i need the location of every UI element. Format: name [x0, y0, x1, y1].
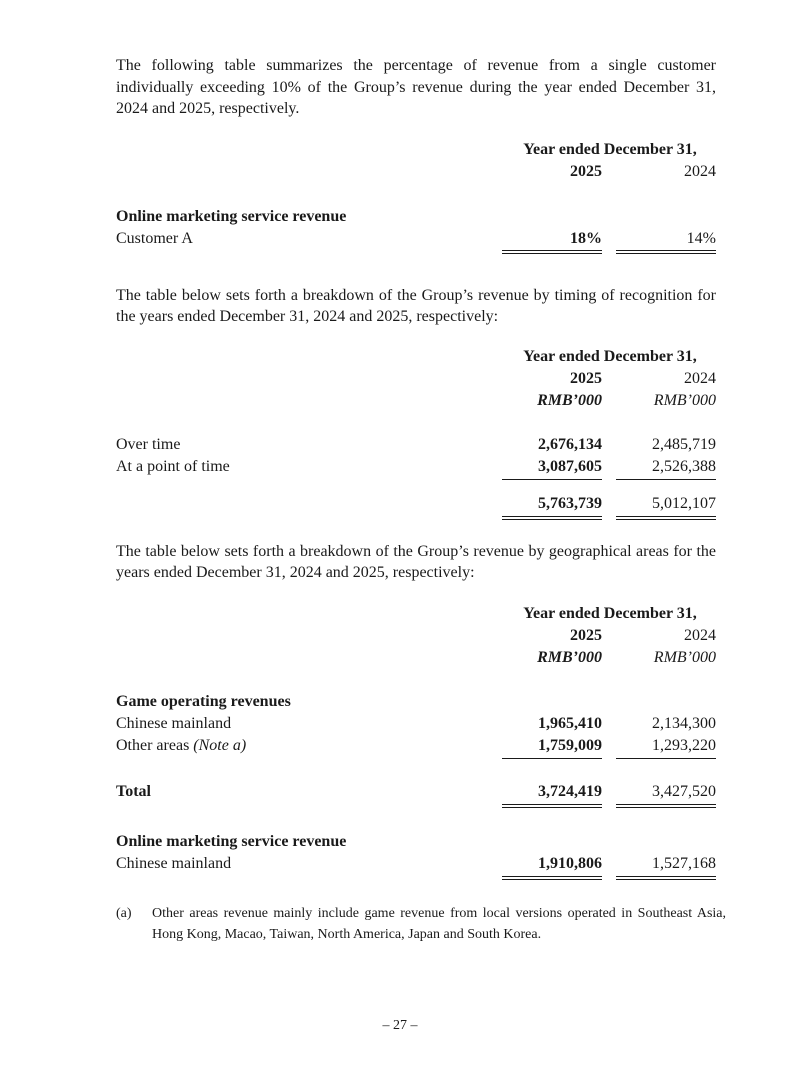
table1-caption: Year ended December 31,	[523, 140, 697, 158]
total-2025: 5,763,739	[538, 494, 602, 512]
table-row	[116, 735, 716, 757]
value-2025: 1,965,410	[538, 714, 602, 732]
timing-of-recognition-table	[116, 348, 716, 558]
section-label: Game operating revenues	[116, 692, 291, 710]
row-label-text: Other areas	[116, 736, 190, 754]
footnote-mark: (a)	[116, 906, 132, 921]
geographical-areas-table	[116, 605, 716, 905]
page-number: – 27 –	[382, 1018, 418, 1033]
subtotal-line	[502, 479, 602, 480]
value-2024: 1,293,220	[652, 736, 716, 754]
table1-col-2024: 2024	[684, 162, 716, 180]
table3-section-1	[116, 691, 716, 713]
double-underline	[502, 250, 602, 254]
row-label: Chinese mainland	[116, 854, 232, 872]
double-underline	[616, 516, 716, 520]
table2-unit-2025: RMB’000	[537, 391, 602, 409]
total-2025: 3,724,419	[538, 782, 602, 800]
value-2025: 2,676,134	[538, 435, 602, 453]
value-2024: 14%	[686, 229, 716, 247]
subtotal-line	[616, 758, 716, 759]
table-row	[116, 853, 716, 875]
value-2025: 3,087,605	[538, 457, 602, 475]
double-underline	[502, 516, 602, 520]
value-2024: 1,527,168	[652, 854, 716, 872]
total-row	[116, 781, 716, 803]
document-page	[116, 55, 716, 905]
table2-col-2024: 2024	[684, 369, 716, 387]
customer-concentration-table	[116, 141, 716, 273]
footnote	[116, 903, 726, 945]
double-underline	[616, 876, 716, 880]
section-label: Online marketing service revenue	[116, 832, 347, 850]
double-underline	[502, 804, 602, 808]
row-label: Over time	[116, 435, 181, 453]
table2-unit-2024: RMB’000	[653, 391, 716, 409]
double-underline	[616, 804, 716, 808]
row-label	[116, 735, 246, 757]
table-row	[116, 228, 716, 250]
intro-paragraph-1: The following table summarizes the percentage of revenue from a single customer individually exceeding 10% of the Group’s revenue during the year ended December 31, 2024 and 2025, respectively.	[116, 57, 716, 117]
total-label: Total	[116, 782, 151, 800]
value-2025: 1,759,009	[538, 736, 602, 754]
double-underline	[616, 250, 716, 254]
row-label: Chinese mainland	[116, 714, 232, 732]
table2-caption: Year ended December 31,	[523, 347, 697, 365]
intro-paragraph-3: The table below sets forth a breakdown of the Group’s revenue by geographical areas for the years ended December 31, 2024 and 2025, respectively:	[116, 542, 716, 581]
table3-section-2	[116, 831, 716, 853]
table3-unit-2024: RMB’000	[653, 648, 716, 666]
note-reference: (Note a)	[193, 736, 247, 754]
intro-paragraph-2: The table below sets forth a breakdown of the Group’s revenue by timing of recognition for the years ended December 31, 2024 and 2025, respectively:	[116, 286, 716, 325]
value-2024: 2,134,300	[652, 714, 716, 732]
table2-col-2025: 2025	[570, 369, 602, 387]
table1-section-label: Online marketing service revenue	[116, 207, 347, 225]
row-label: Customer A	[116, 229, 193, 247]
table-row	[116, 713, 716, 735]
table1-col-2025: 2025	[570, 162, 602, 180]
table3-caption: Year ended December 31,	[523, 604, 697, 622]
total-2024: 3,427,520	[652, 782, 716, 800]
double-underline	[502, 876, 602, 880]
total-row	[116, 493, 716, 515]
value-2025: 18%	[570, 229, 602, 247]
value-2024: 2,526,388	[652, 457, 716, 475]
value-2024: 2,485,719	[652, 435, 716, 453]
footnote-text: Other areas revenue mainly include game revenue from local versions operated in Southeast Asia, Hong Kong, Macao, Taiwan, North America, Japan and South Korea.	[152, 906, 726, 942]
table3-unit-2025: RMB’000	[537, 648, 602, 666]
row-label: At a point of time	[116, 457, 230, 475]
value-2025: 1,910,806	[538, 854, 602, 872]
table3-col-2024: 2024	[684, 626, 716, 644]
table3-col-2025: 2025	[570, 626, 602, 644]
table-row	[116, 434, 716, 456]
subtotal-line	[616, 479, 716, 480]
table1-section	[116, 206, 716, 228]
table-row	[116, 456, 716, 478]
total-2024: 5,012,107	[652, 494, 716, 512]
subtotal-line	[502, 758, 602, 759]
